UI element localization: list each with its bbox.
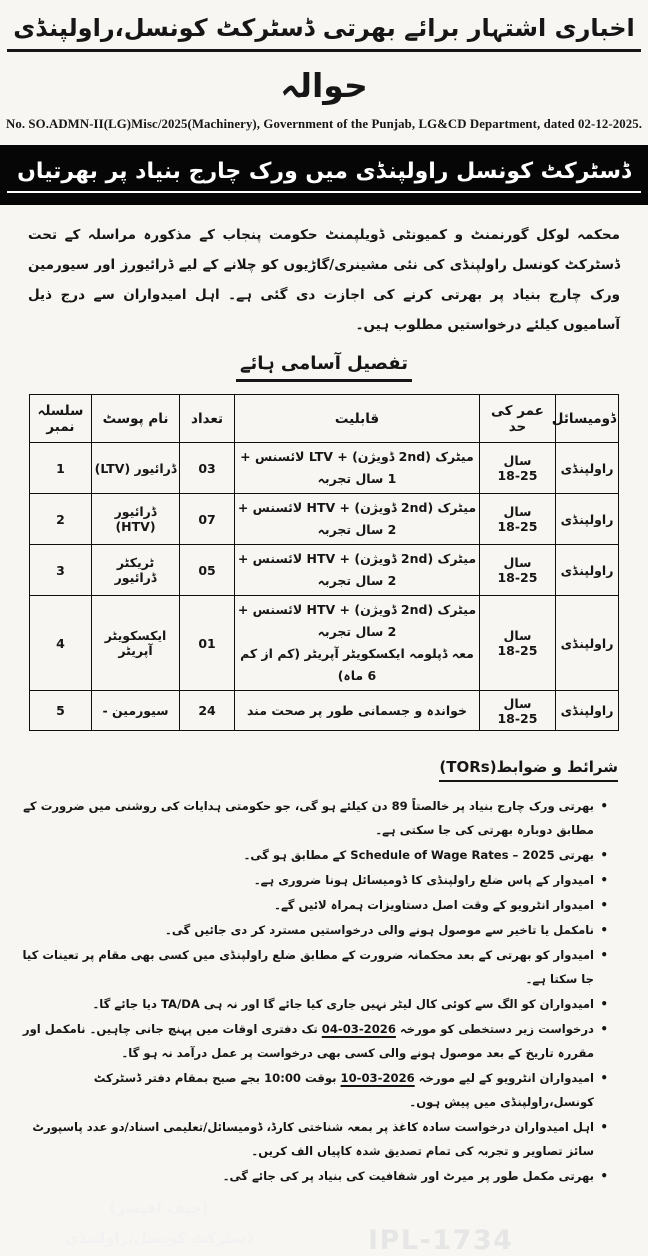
intro-paragraph: محکمہ لوکل گورنمنٹ و کمیونٹی ڈویلپمنٹ حکومت پنجاب کے مذکورہ مراسلہ کے تحت ڈسٹرکٹ کونسل راولپنڈی کی نئی مشینری/گاڑیوں کو چلانے کے لیے ڈرائیورز اور سیورمین ورک چارج بنیاد پر بھرتی کرنے کی اجازت دی گئی ہے۔ اہل امیدواران سے درج ذیل آسامیوں کیلئے درخواستیں مطلوب ہیں۔ [28, 227, 620, 333]
count-cell: 07 [180, 494, 235, 545]
column-header: عمر کی حد [479, 395, 555, 443]
text-segment: خواندہ و جسمانی طور پر صحت مند [246, 702, 467, 718]
text-segment: امیدوار کو بھرتی کے بعد محکمانہ ضرورت کے مطابق ضلع راولپنڈی میں کسی بھی مقام پر تعینات کیا جا سکتا ہے۔ [22, 948, 594, 986]
tors-heading: شرائط و ضوابط(TORs) [439, 758, 618, 782]
text-segment: اہل امیدواران درخواست سادہ کاغذ پر بمعہ شناختی کارڈ، ڈومیسائل/تعلیمی اسناد/دو عدد پاسپورٹ سائز تصاویر و تجربہ کی تمام تصدیق شدہ کاپیاں الف کریں۔ [32, 1120, 594, 1158]
positions-table [29, 394, 619, 731]
reference-number-line: No. SO.ADMN-II(LG)Misc/2025(Machinery), Government of the Punjab, LG&CD Department, dated 02-12-2025. [5, 117, 642, 131]
age-range: 18-25 [497, 468, 538, 483]
text-segment: ڈویژن) + [335, 500, 401, 515]
qualification-line [237, 700, 477, 722]
post-name-cell: ٹریکٹر ڈرائیور [91, 545, 179, 596]
text-segment: میٹرک ( [427, 500, 477, 515]
serial-cell: 5 [30, 691, 92, 731]
tor-bullet [14, 1017, 608, 1065]
text-segment: 2nd [398, 449, 426, 464]
column-header: قابلیت [234, 395, 479, 443]
qualification-line [237, 599, 477, 643]
age-range: 18-25 [497, 570, 538, 585]
text-segment: سال تجربہ [317, 624, 388, 639]
serial-cell: 1 [30, 443, 92, 494]
text-segment: تک دفتری اوقات میں پہنچ جانی چاہیں۔ نامکمل اور مقررہ تاریخ کے بعد موصول ہونے والی کسی بھی درخواست پر عمل درآمد نہ ہو گا۔ [22, 1022, 594, 1060]
qualification-line [237, 643, 477, 687]
text-segment: بوقت [300, 1071, 341, 1085]
positions-table-head-row [30, 395, 619, 443]
position-row [30, 545, 619, 596]
text-segment: دن کیلئے ہو گی، جو حکومتی ہدایات کی روشنی میں ضرورت کے مطابق دوبارہ بھرتی کی جا سکتی ہے۔ [23, 799, 594, 837]
tors-heading-block [0, 757, 618, 782]
qualification-cell [234, 691, 479, 731]
text-segment: LTV [308, 449, 333, 464]
qualification-cell [234, 494, 479, 545]
serial-cell: 2 [30, 494, 92, 545]
post-name-cell: ڈرائیور (HTV) [91, 494, 179, 545]
positions-table-head [30, 395, 619, 443]
advertisement-code: IPL-1734 [368, 1225, 514, 1256]
tor-bullet [14, 1164, 608, 1188]
age-unit: سال [503, 555, 532, 570]
tor-bullet [14, 843, 608, 867]
qualification-cell [234, 596, 479, 691]
text-segment: نامکمل یا تاخیر سے موصول ہونے والی درخواستیں مسترد کر دی جائیں گی۔ [165, 923, 594, 937]
tor-bullet [14, 1115, 608, 1163]
text-segment: 2 [387, 522, 397, 537]
count-cell: 01 [180, 596, 235, 691]
text-segment: ڈویژن) + [335, 551, 401, 566]
text-segment: لائسنس + [240, 449, 309, 464]
text-segment: میٹرک ( [427, 551, 477, 566]
age-range: 18-25 [497, 519, 538, 534]
text-segment: TA/DA [161, 997, 200, 1011]
recruitment-banner [0, 145, 648, 205]
text-segment: لائسنس + [237, 500, 307, 515]
text-segment: 6 [367, 668, 377, 683]
posts-detail-heading: تفصیل آسامی ہائے [236, 353, 412, 382]
text-segment: 89 [391, 799, 408, 813]
posts-heading-block [0, 353, 648, 382]
column-header: سلسلہ نمبر [30, 395, 92, 443]
tor-bullet [14, 794, 608, 842]
domicile-cell: راولپنڈی [555, 443, 618, 494]
post-name-cell: سیورمین - [91, 691, 179, 731]
text-segment: 10-03-2026 [340, 1071, 415, 1085]
text-segment: لائسنس + [237, 602, 307, 617]
position-row [30, 596, 619, 691]
age-unit: سال [503, 695, 532, 711]
text-segment: 2 [387, 573, 397, 588]
reference-heading: حوالہ [280, 66, 368, 105]
text-segment: امیدوار انٹرویو کے وقت اصل دستاویزات ہمراہ لائیں گے۔ [274, 898, 594, 912]
text-segment: 10:00 [264, 1071, 301, 1085]
text-segment: 2nd [400, 500, 428, 515]
signatory-organization: ڈسٹرکٹ کونسل،راولپنڈی [64, 1229, 253, 1247]
age-unit: سال [503, 628, 532, 643]
count-cell: 05 [180, 545, 235, 596]
positions-table-body [30, 443, 619, 731]
text-segment: لائسنس + [237, 551, 307, 566]
tor-bullet [14, 1066, 608, 1114]
tors-list [14, 794, 608, 1189]
age-limit-cell [479, 545, 555, 596]
page-title: اخباری اشتہار برائے بھرتی ڈسٹرکٹ کونسل،راولپنڈی [7, 14, 641, 52]
signatory-title: (چیف آفیسر) [109, 1199, 209, 1217]
text-segment: 04-03-2026 [321, 1022, 396, 1036]
column-header: تعداد [180, 395, 235, 443]
qualification-cell [234, 443, 479, 494]
text-segment: درخواست زیر دستخطی کو مورخہ [395, 1022, 594, 1036]
text-segment: 1 [387, 471, 397, 486]
text-segment: بجے صبح بمقام دفتر ڈسٹرکٹ کونسل،راولپنڈی میں پیش ہوں۔ [93, 1071, 594, 1109]
text-segment: سال تجربہ [317, 522, 388, 537]
text-segment: امیدواران انٹرویو کے لیے مورخہ [414, 1071, 594, 1085]
qualification-line [237, 446, 477, 490]
text-segment: Schedule of Wage Rates – 2025 [350, 848, 555, 862]
age-limit-cell [479, 596, 555, 691]
serial-cell: 3 [30, 545, 92, 596]
text-segment: میٹرک ( [427, 602, 477, 617]
tor-bullet [14, 992, 608, 1016]
text-segment: دیا جائے گا۔ [92, 997, 162, 1011]
text-segment: ڈویژن) + [332, 449, 399, 464]
qualification-line [237, 548, 477, 592]
tor-bullet [14, 868, 608, 892]
qualification-line [237, 497, 477, 541]
post-name-cell: ڈرائیور (LTV) [91, 443, 179, 494]
text-segment: معہ ڈپلومہ ایکسکویٹر آپریٹر (کم از کم [240, 646, 474, 661]
tor-bullet [14, 893, 608, 917]
text-segment: بھرتی [554, 848, 594, 862]
text-segment: سال تجربہ [317, 471, 388, 486]
serial-cell: 4 [30, 596, 92, 691]
text-segment: ڈویژن) + [335, 602, 401, 617]
text-segment: HTV [306, 602, 336, 617]
age-unit: سال [503, 453, 532, 468]
age-limit-cell [479, 494, 555, 545]
text-segment: بھرتی ورک چارج بنیاد پر خالصتاً [407, 799, 594, 813]
column-header: نام پوسٹ [91, 395, 179, 443]
banner-title: ڈسٹرکٹ کونسل راولپنڈی میں ورک چارج بنیاد پر بھرتیاں [7, 157, 641, 193]
domicile-cell: راولپنڈی [555, 545, 618, 596]
title-block [0, 0, 648, 52]
text-segment: ماہ) [337, 668, 368, 683]
post-name-cell: ایکسکویٹر آپریٹر [91, 596, 179, 691]
text-segment: میٹرک ( [425, 449, 474, 464]
position-row [30, 691, 619, 731]
qualification-cell [234, 545, 479, 596]
signatory-block [65, 1199, 253, 1247]
tor-bullet [14, 943, 608, 991]
age-range: 18-25 [497, 643, 538, 658]
age-limit-cell [479, 691, 555, 731]
domicile-cell: راولپنڈی [555, 494, 618, 545]
text-segment: امیدوار کے پاس ضلع راولپنڈی کا ڈومیسائل ہونا ضروری ہے۔ [253, 873, 594, 887]
age-unit: سال [503, 504, 532, 519]
age-range: 18-25 [497, 710, 538, 726]
text-segment: 2 [387, 624, 397, 639]
domicile-cell: راولپنڈی [555, 691, 618, 731]
tor-bullet [14, 918, 608, 942]
count-cell: 24 [180, 691, 235, 731]
count-cell: 03 [180, 443, 235, 494]
age-limit-cell [479, 443, 555, 494]
text-segment: بھرتی مکمل طور پر میرٹ اور شفافیت کی بنیاد پر کی جائے گی۔ [222, 1169, 594, 1183]
column-header: ڈومیسائل [555, 395, 618, 443]
text-segment: HTV [306, 551, 336, 566]
position-row [30, 494, 619, 545]
text-segment: کے مطابق ہو گی۔ [243, 848, 351, 862]
text-segment: 2nd [400, 602, 428, 617]
text-segment: امیدواران کو الگ سے کوئی کال لیٹر نہیں جاری کیا جائے گا اور نہ ہی [199, 997, 594, 1011]
position-row [30, 443, 619, 494]
text-segment: 2nd [400, 551, 428, 566]
text-segment: HTV [306, 500, 336, 515]
domicile-cell: راولپنڈی [555, 596, 618, 691]
text-segment: سال تجربہ [317, 573, 388, 588]
